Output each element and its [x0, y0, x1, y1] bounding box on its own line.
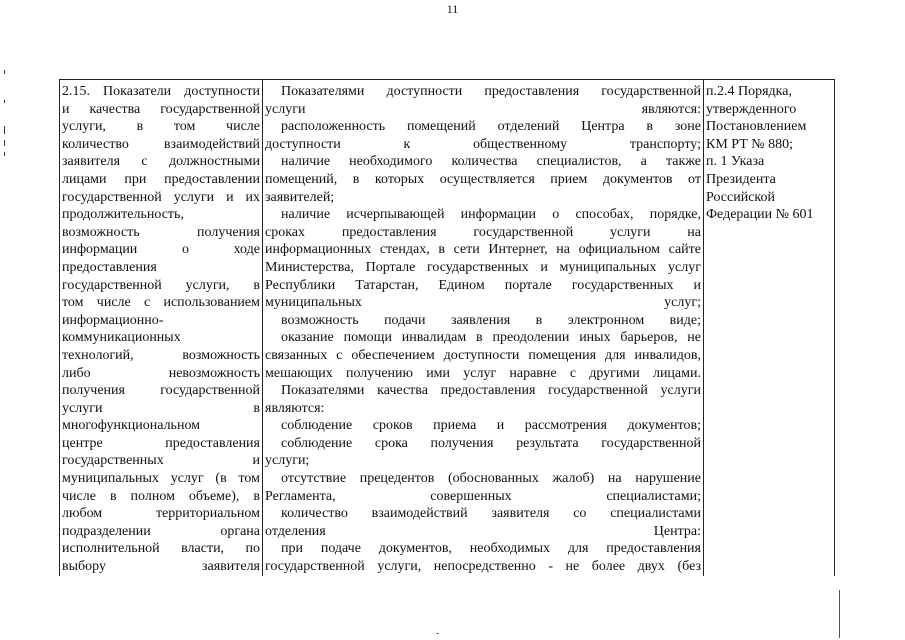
indicator-name-cell	[60, 80, 263, 576]
page-number: 11	[446, 2, 459, 16]
text-line: сроках предоставления государственной услуги на	[265, 224, 701, 240]
text-line: Российской	[706, 189, 775, 205]
text-line: либо невозможность	[62, 365, 260, 381]
text-line: соблюдение сроков приема и рассмотрения документов;	[281, 418, 701, 434]
text-line: соблюдение срока получения результата государственной	[281, 435, 701, 451]
text-line: Республики Татарстан, Едином портале государственных и	[265, 277, 701, 293]
text-line: Показателями качества предоставления государственной услуги	[281, 383, 701, 399]
text-line: Президента	[706, 171, 776, 187]
text-line: государственной услуги, в	[62, 277, 260, 293]
text-line: являются:	[265, 400, 325, 416]
text-line: подразделении органа	[62, 523, 260, 539]
text-line: связанных с обеспечением доступности помещения для инвалидов,	[265, 347, 701, 363]
text-line: получения государственной	[62, 383, 260, 399]
text-line: информации о ходе	[62, 242, 260, 258]
text-line: мешающих получению ими услуг наравне с другими лицами.	[265, 365, 701, 381]
text-line: Постановлением	[706, 119, 807, 135]
text-line: любом территориальном	[62, 506, 260, 522]
text-line: государственной услуги, непосредственно - не более двух (без	[265, 559, 701, 575]
text-line: исполнительной власти, по	[62, 541, 260, 557]
text-line: доступности к общественному транспорту;	[265, 136, 701, 152]
text-line: предоставления	[62, 259, 157, 275]
text-line: заявителя с должностными	[62, 154, 260, 170]
right-margin-rule	[839, 590, 840, 638]
text-line: государственной услуги и их	[62, 189, 260, 205]
text-line: отделения Центра:	[265, 523, 701, 539]
text-line: том числе с использованием	[62, 295, 260, 311]
text-line: услуги в	[62, 400, 260, 416]
text-line: услуги;	[265, 453, 310, 469]
text-line: технологий, возможность	[62, 347, 260, 363]
text-line: количество взаимодействий	[62, 136, 260, 152]
text-line: выбору заявителя	[62, 559, 260, 575]
text-line: коммуникационных	[62, 330, 181, 346]
text-line: расположенность помещений отделений Центра в зоне	[281, 119, 701, 135]
text-line: услуги являются:	[265, 101, 701, 117]
text-line: Регламента, совершенных специалистами;	[265, 488, 701, 504]
text-line: заявителей;	[265, 189, 335, 205]
text-line: отсутствие прецедентов (обоснованных жалоб) на нарушение	[281, 471, 701, 487]
text-line: государственных и	[62, 453, 260, 469]
text-line: информационных стендах, в сети Интернет, на официальном сайте	[265, 242, 701, 258]
text-line: лицами при предоставлении	[62, 171, 260, 187]
binding-marks	[2, 70, 8, 170]
text-line: возможность получения	[62, 224, 260, 240]
text-line: информационно-	[62, 312, 164, 328]
text-line: услуги, в том числе	[62, 119, 260, 135]
table-row	[60, 80, 835, 576]
text-line: Показателями доступности предоставления государственной	[281, 84, 701, 99]
indicator-description-cell	[263, 80, 704, 576]
legal-basis-cell	[704, 80, 835, 576]
text-line: возможность подачи заявления в электронном виде;	[281, 312, 701, 328]
text-line: числе в полном объеме), в	[62, 488, 260, 504]
text-line: при подаче документов, необходимых для предоставления	[281, 541, 701, 557]
text-line: 2.15. Показатели доступности	[62, 84, 260, 99]
text-line: муниципальных услуг (в том	[62, 471, 260, 487]
text-line: Министерства, Портале государственных и муниципальных услуг	[265, 259, 701, 275]
text-line: муниципальных услуг;	[265, 295, 701, 311]
text-line: центре предоставления	[62, 435, 260, 451]
text-line: количество взаимодействий заявителя со специалистами	[281, 506, 701, 522]
text-line: и качества государственной	[62, 101, 260, 117]
text-line: КМ РТ № 880;	[706, 136, 794, 152]
text-line: утвержденного	[706, 101, 797, 117]
scan-speck	[436, 633, 439, 634]
text-line: наличие необходимого количества специалистов, а также	[281, 154, 701, 170]
text-line: наличие исчерпывающей информации о способах, порядке,	[281, 207, 701, 223]
text-line: продолжительность,	[62, 207, 184, 223]
text-line: оказание помощи инвалидам в преодолении иных барьеров, не	[281, 330, 701, 346]
text-line: Федерации № 601	[706, 207, 814, 223]
text-line: п. 1 Указа	[706, 154, 765, 170]
text-line: помещений, в которых осуществляется прием документов от	[265, 171, 701, 187]
text-line: многофункциональном	[62, 418, 201, 434]
document-table	[59, 79, 835, 576]
text-line: п.2.4 Порядка,	[706, 84, 792, 99]
